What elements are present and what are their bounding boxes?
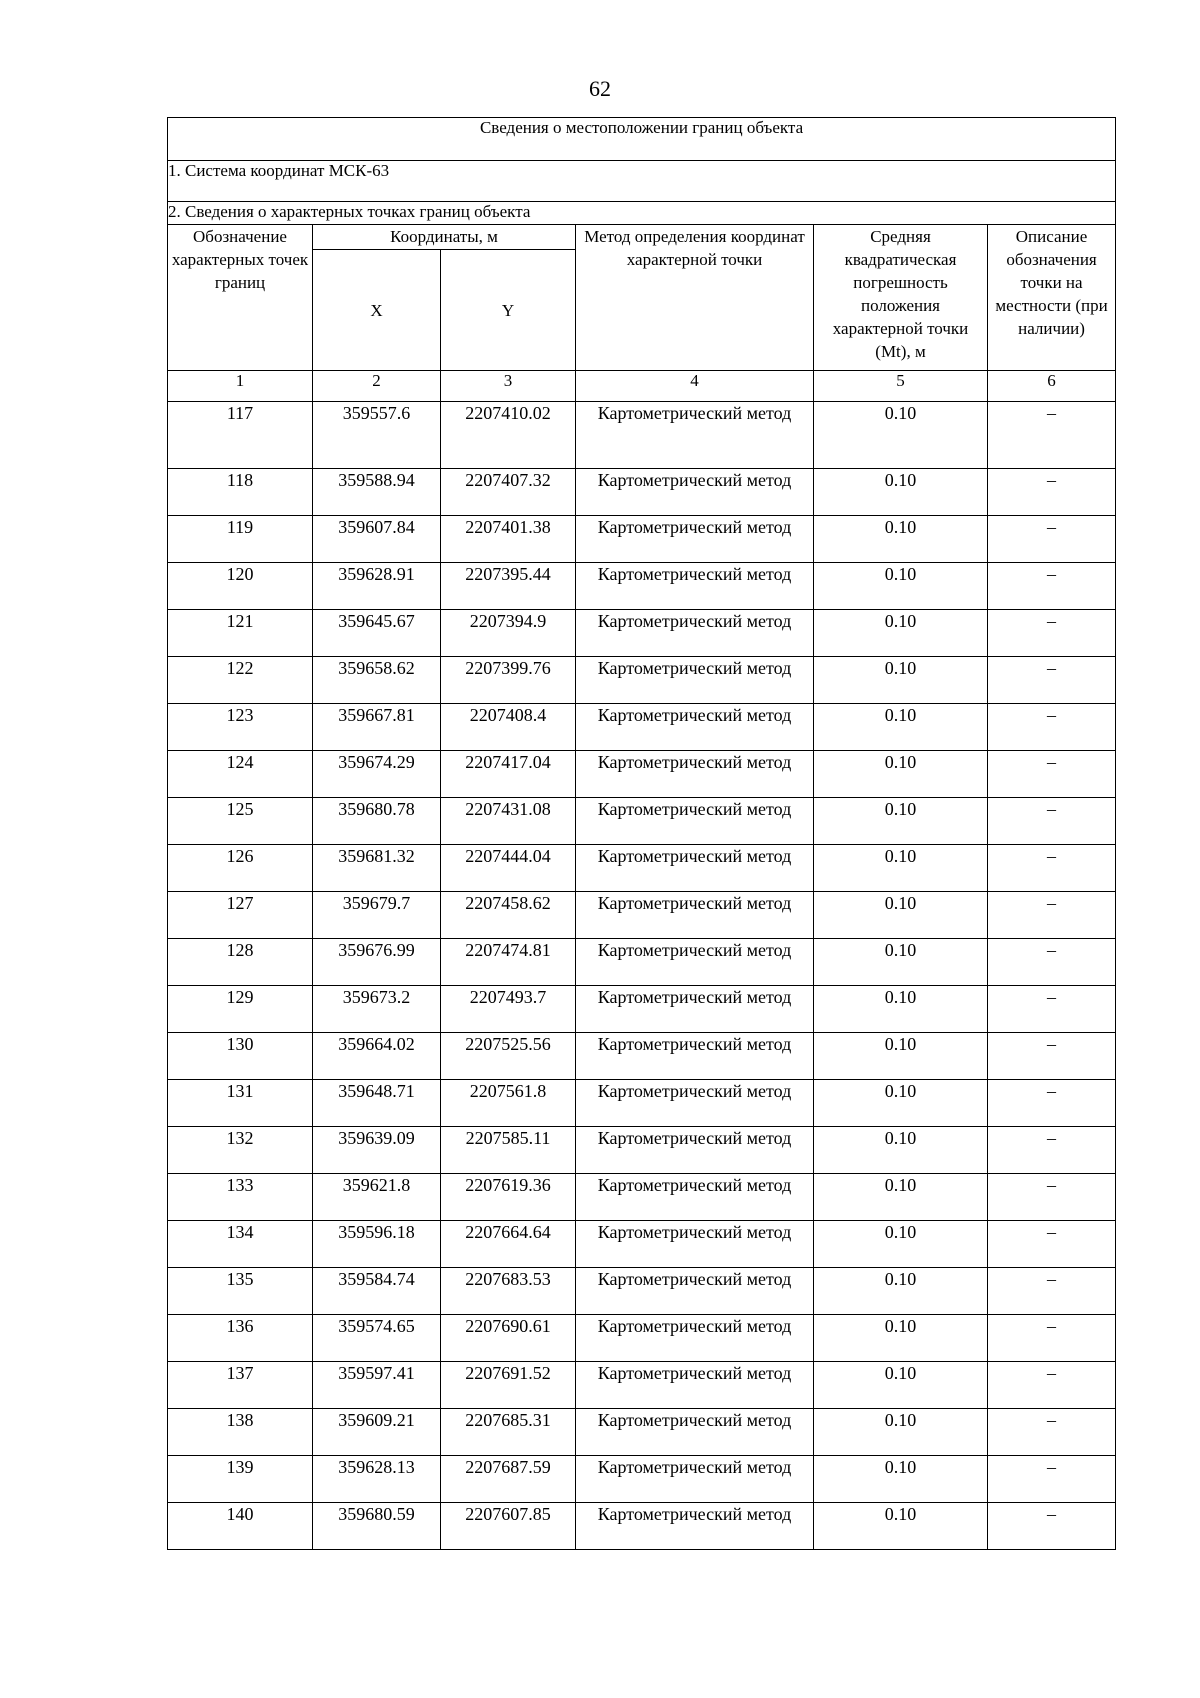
table-row [168, 610, 1116, 657]
table-row [168, 1174, 1116, 1221]
x-coordinate-cell: 359584.74 [313, 1268, 441, 1315]
method-cell: Картометрический метод [576, 563, 814, 610]
method-cell: Картометрический метод [576, 751, 814, 798]
point-id-cell: 119 [168, 516, 313, 563]
y-coordinate-cell: 2207431.08 [441, 798, 576, 845]
point-id-cell: 127 [168, 892, 313, 939]
header-x: X [313, 250, 441, 371]
method-cell: Картометрический метод [576, 986, 814, 1033]
mean-error-cell: 0.10 [814, 657, 988, 704]
mean-error-cell: 0.10 [814, 986, 988, 1033]
x-coordinate-cell: 359679.7 [313, 892, 441, 939]
description-cell: – [988, 657, 1116, 704]
x-coordinate-cell: 359596.18 [313, 1221, 441, 1268]
table-row [168, 1315, 1116, 1362]
point-id-cell: 125 [168, 798, 313, 845]
method-cell: Картометрический метод [576, 892, 814, 939]
description-cell: – [988, 798, 1116, 845]
x-coordinate-cell: 359588.94 [313, 469, 441, 516]
table-row [168, 469, 1116, 516]
y-coordinate-cell: 2207474.81 [441, 939, 576, 986]
point-id-cell: 129 [168, 986, 313, 1033]
description-cell: – [988, 845, 1116, 892]
table-row [168, 1221, 1116, 1268]
y-coordinate-cell: 2207395.44 [441, 563, 576, 610]
method-cell: Картометрический метод [576, 469, 814, 516]
table-row [168, 798, 1116, 845]
mean-error-cell: 0.10 [814, 610, 988, 657]
method-cell: Картометрический метод [576, 657, 814, 704]
method-cell: Картометрический метод [576, 1033, 814, 1080]
description-cell: – [988, 1174, 1116, 1221]
method-cell: Картометрический метод [576, 1456, 814, 1503]
description-cell: – [988, 1033, 1116, 1080]
y-coordinate-cell: 2207407.32 [441, 469, 576, 516]
point-id-cell: 131 [168, 1080, 313, 1127]
header-point-designation: Обозначение характерных точек границ [168, 225, 313, 371]
method-cell: Картометрический метод [576, 798, 814, 845]
method-cell: Картометрический метод [576, 1503, 814, 1550]
point-id-cell: 139 [168, 1456, 313, 1503]
x-coordinate-cell: 359676.99 [313, 939, 441, 986]
y-coordinate-cell: 2207394.9 [441, 610, 576, 657]
y-coordinate-cell: 2207607.85 [441, 1503, 576, 1550]
table-row [168, 1409, 1116, 1456]
table-row [168, 1503, 1116, 1550]
column-number: 4 [576, 371, 814, 402]
x-coordinate-cell: 359648.71 [313, 1080, 441, 1127]
mean-error-cell: 0.10 [814, 516, 988, 563]
method-cell: Картометрический метод [576, 1080, 814, 1127]
y-coordinate-cell: 2207410.02 [441, 402, 576, 469]
column-number: 3 [441, 371, 576, 402]
x-coordinate-cell: 359639.09 [313, 1127, 441, 1174]
mean-error-cell: 0.10 [814, 1127, 988, 1174]
description-cell: – [988, 1362, 1116, 1409]
point-id-cell: 117 [168, 402, 313, 469]
description-cell: – [988, 1456, 1116, 1503]
description-cell: – [988, 1221, 1116, 1268]
y-coordinate-cell: 2207401.38 [441, 516, 576, 563]
point-id-cell: 136 [168, 1315, 313, 1362]
data-rows [168, 402, 1116, 1550]
table-title: Сведения о местоположении границ объекта [168, 118, 1116, 161]
y-coordinate-cell: 2207664.64 [441, 1221, 576, 1268]
table-row [168, 1033, 1116, 1080]
x-coordinate-cell: 359664.02 [313, 1033, 441, 1080]
description-cell: – [988, 1080, 1116, 1127]
points-section-title: 2. Сведения о характерных точках границ объекта [168, 202, 1116, 225]
point-id-cell: 134 [168, 1221, 313, 1268]
x-coordinate-cell: 359680.78 [313, 798, 441, 845]
description-cell: – [988, 563, 1116, 610]
x-coordinate-cell: 359557.6 [313, 402, 441, 469]
mean-error-cell: 0.10 [814, 845, 988, 892]
mean-error-cell: 0.10 [814, 751, 988, 798]
method-cell: Картометрический метод [576, 939, 814, 986]
y-coordinate-cell: 2207408.4 [441, 704, 576, 751]
method-cell: Картометрический метод [576, 1127, 814, 1174]
y-coordinate-cell: 2207687.59 [441, 1456, 576, 1503]
mean-error-cell: 0.10 [814, 1409, 988, 1456]
method-cell: Картометрический метод [576, 1174, 814, 1221]
y-coordinate-cell: 2207691.52 [441, 1362, 576, 1409]
description-cell: – [988, 516, 1116, 563]
method-cell: Картометрический метод [576, 704, 814, 751]
column-number: 2 [313, 371, 441, 402]
boundary-table [167, 117, 1116, 1550]
table-row [168, 892, 1116, 939]
x-coordinate-cell: 359574.65 [313, 1315, 441, 1362]
description-cell: – [988, 1268, 1116, 1315]
y-coordinate-cell: 2207458.62 [441, 892, 576, 939]
y-coordinate-cell: 2207561.8 [441, 1080, 576, 1127]
method-cell: Картометрический метод [576, 1362, 814, 1409]
mean-error-cell: 0.10 [814, 939, 988, 986]
point-id-cell: 140 [168, 1503, 313, 1550]
y-coordinate-cell: 2207444.04 [441, 845, 576, 892]
point-id-cell: 122 [168, 657, 313, 704]
point-id-cell: 120 [168, 563, 313, 610]
column-number: 6 [988, 371, 1116, 402]
description-cell: – [988, 892, 1116, 939]
table-row [168, 402, 1116, 469]
description-cell: – [988, 1127, 1116, 1174]
point-id-cell: 121 [168, 610, 313, 657]
y-coordinate-cell: 2207619.36 [441, 1174, 576, 1221]
header-description: Описание обозначения точки на местности (при наличии) [988, 225, 1116, 371]
header-coordinates: Координаты, м [313, 225, 576, 250]
table-row [168, 1456, 1116, 1503]
table-row [168, 986, 1116, 1033]
table-row [168, 563, 1116, 610]
x-coordinate-cell: 359621.8 [313, 1174, 441, 1221]
mean-error-cell: 0.10 [814, 563, 988, 610]
x-coordinate-cell: 359645.67 [313, 610, 441, 657]
table-row [168, 657, 1116, 704]
mean-error-cell: 0.10 [814, 1456, 988, 1503]
description-cell: – [988, 1503, 1116, 1550]
point-id-cell: 126 [168, 845, 313, 892]
point-id-cell: 128 [168, 939, 313, 986]
boundary-table-sheet [167, 117, 1115, 1550]
y-coordinate-cell: 2207525.56 [441, 1033, 576, 1080]
mean-error-cell: 0.10 [814, 1315, 988, 1362]
y-coordinate-cell: 2207493.7 [441, 986, 576, 1033]
table-row [168, 704, 1116, 751]
x-coordinate-cell: 359628.91 [313, 563, 441, 610]
description-cell: – [988, 610, 1116, 657]
description-cell: – [988, 402, 1116, 469]
x-coordinate-cell: 359607.84 [313, 516, 441, 563]
point-id-cell: 130 [168, 1033, 313, 1080]
table-row [168, 1080, 1116, 1127]
column-number: 5 [814, 371, 988, 402]
x-coordinate-cell: 359673.2 [313, 986, 441, 1033]
mean-error-cell: 0.10 [814, 704, 988, 751]
point-id-cell: 135 [168, 1268, 313, 1315]
description-cell: – [988, 1315, 1116, 1362]
method-cell: Картометрический метод [576, 1268, 814, 1315]
x-coordinate-cell: 359609.21 [313, 1409, 441, 1456]
description-cell: – [988, 704, 1116, 751]
description-cell: – [988, 1409, 1116, 1456]
table-row [168, 1127, 1116, 1174]
mean-error-cell: 0.10 [814, 1080, 988, 1127]
x-coordinate-cell: 359597.41 [313, 1362, 441, 1409]
mean-error-cell: 0.10 [814, 1268, 988, 1315]
point-id-cell: 137 [168, 1362, 313, 1409]
coordinate-system: 1. Система координат МСК-63 [168, 161, 1116, 202]
mean-error-cell: 0.10 [814, 1174, 988, 1221]
x-coordinate-cell: 359674.29 [313, 751, 441, 798]
page-number: 62 [589, 76, 611, 101]
mean-error-cell: 0.10 [814, 892, 988, 939]
description-cell: – [988, 939, 1116, 986]
method-cell: Картометрический метод [576, 402, 814, 469]
table-row [168, 516, 1116, 563]
method-cell: Картометрический метод [576, 1315, 814, 1362]
method-cell: Картометрический метод [576, 1409, 814, 1456]
method-cell: Картометрический метод [576, 845, 814, 892]
mean-error-cell: 0.10 [814, 402, 988, 469]
method-cell: Картометрический метод [576, 516, 814, 563]
table-row [168, 939, 1116, 986]
point-id-cell: 133 [168, 1174, 313, 1221]
mean-error-cell: 0.10 [814, 1503, 988, 1550]
mean-error-cell: 0.10 [814, 469, 988, 516]
x-coordinate-cell: 359628.13 [313, 1456, 441, 1503]
x-coordinate-cell: 359681.32 [313, 845, 441, 892]
point-id-cell: 124 [168, 751, 313, 798]
y-coordinate-cell: 2207683.53 [441, 1268, 576, 1315]
y-coordinate-cell: 2207690.61 [441, 1315, 576, 1362]
description-cell: – [988, 986, 1116, 1033]
table-row [168, 751, 1116, 798]
x-coordinate-cell: 359658.62 [313, 657, 441, 704]
y-coordinate-cell: 2207585.11 [441, 1127, 576, 1174]
mean-error-cell: 0.10 [814, 1362, 988, 1409]
header-mean-error: Средняя квадратическая погрешность положения характерной точки (Mt), м [814, 225, 988, 371]
point-id-cell: 123 [168, 704, 313, 751]
method-cell: Картометрический метод [576, 1221, 814, 1268]
x-coordinate-cell: 359680.59 [313, 1503, 441, 1550]
header-method: Метод определения координат характерной точки [576, 225, 814, 371]
point-id-cell: 138 [168, 1409, 313, 1456]
point-id-cell: 118 [168, 469, 313, 516]
y-coordinate-cell: 2207399.76 [441, 657, 576, 704]
y-coordinate-cell: 2207417.04 [441, 751, 576, 798]
y-coordinate-cell: 2207685.31 [441, 1409, 576, 1456]
table-row [168, 845, 1116, 892]
mean-error-cell: 0.10 [814, 1221, 988, 1268]
point-id-cell: 132 [168, 1127, 313, 1174]
description-cell: – [988, 751, 1116, 798]
mean-error-cell: 0.10 [814, 1033, 988, 1080]
method-cell: Картометрический метод [576, 610, 814, 657]
mean-error-cell: 0.10 [814, 798, 988, 845]
table-row [168, 1268, 1116, 1315]
header-y: Y [441, 250, 576, 371]
description-cell: – [988, 469, 1116, 516]
x-coordinate-cell: 359667.81 [313, 704, 441, 751]
column-number: 1 [168, 371, 313, 402]
table-row [168, 1362, 1116, 1409]
